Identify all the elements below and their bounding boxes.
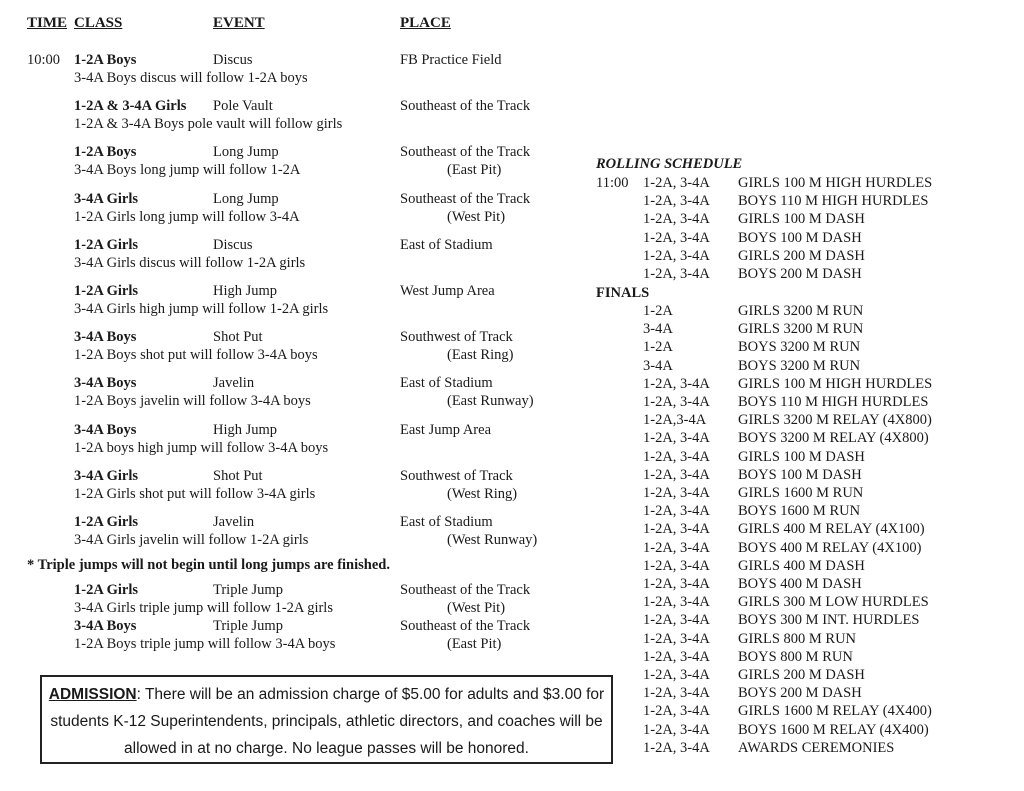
- schedule-event: GIRLS 100 M HIGH HURDLES: [738, 375, 933, 392]
- event-place: West Jump Area: [400, 283, 495, 299]
- schedule-class: 1-2A, 3-4A: [643, 485, 710, 501]
- event-class: 3-4A Boys: [74, 618, 137, 634]
- event-name: Pole Vault: [213, 98, 273, 115]
- event-place-detail: (East Pit): [447, 636, 502, 652]
- event-follow-note: 1-2A Girls long jump will follow 3-4A: [74, 208, 300, 225]
- event-follow-note: 1-2A & 3-4A Boys pole vault will follow girls: [74, 116, 343, 133]
- event-follow-note: 3-4A Boys discus will follow 1-2A boys: [74, 70, 308, 86]
- schedule-event: BOYS 100 M DASH: [738, 466, 862, 483]
- schedule-event: BOYS 400 M RELAY (4X100): [738, 539, 922, 556]
- event-class: 3-4A Girls: [74, 190, 139, 207]
- event-class: 1-2A Girls: [74, 514, 139, 530]
- event-place: East of Stadium: [400, 236, 493, 253]
- event-follow-note: 1-2A Boys javelin will follow 3-4A boys: [74, 393, 311, 410]
- schedule-event: GIRLS 100 M DASH: [738, 448, 865, 465]
- event-place: East of Stadium: [400, 514, 493, 530]
- schedule-class: 1-2A: [643, 303, 673, 319]
- event-place-detail: (West Pit): [447, 600, 506, 616]
- schedule-class: 1-2A, 3-4A: [643, 630, 710, 647]
- schedule-event: BOYS 1600 M RELAY (4X400): [738, 721, 929, 738]
- event-follow-note: 3-4A Girls high jump will follow 1-2A girls: [74, 301, 329, 317]
- event-class: 1-2A & 3-4A Girls: [74, 98, 187, 115]
- schedule-event: BOYS 110 M HIGH HURDLES: [738, 394, 929, 410]
- start-time: 10:00: [27, 52, 61, 68]
- event-follow-note: 3-4A Boys long jump will follow 1-2A: [74, 162, 301, 179]
- event-name: Javelin: [213, 375, 255, 392]
- schedule-event: BOYS 100 M DASH: [738, 229, 862, 246]
- event-name: Javelin: [213, 514, 255, 530]
- finals-title: FINALS: [596, 285, 650, 301]
- event-place-detail: (West Ring): [447, 485, 518, 502]
- schedule-class: 1-2A, 3-4A: [643, 648, 710, 665]
- event-class: 3-4A Boys: [74, 421, 137, 438]
- schedule-event: GIRLS 1600 M RUN: [738, 485, 864, 501]
- schedule-class: 1-2A, 3-4A: [643, 430, 710, 447]
- event-place: East Jump Area: [400, 421, 492, 438]
- schedule-class: 1-2A,3-4A: [643, 412, 707, 429]
- event-name: High Jump: [213, 283, 278, 299]
- schedule-class: 1-2A, 3-4A: [643, 557, 710, 574]
- event-place-detail: (West Pit): [447, 208, 506, 225]
- schedule-event: BOYS 3200 M RELAY (4X800): [738, 430, 929, 447]
- event-place: Southeast of the Track: [400, 582, 531, 598]
- schedule-class: 1-2A, 3-4A: [643, 193, 710, 210]
- schedule-class: 1-2A, 3-4A: [643, 375, 710, 392]
- schedule-class: 3-4A: [643, 321, 673, 338]
- schedule-class: 1-2A, 3-4A: [643, 594, 710, 611]
- event-name: Discus: [213, 236, 253, 253]
- admission-text: : There will be an admission charge of $5.00 for adults and $3.00 for students K-12 Superintendents, principals, athletic directors, and coaches will be allowed in at no charge. No league passes will be honored.: [50, 686, 605, 757]
- schedule-class: 1-2A: [643, 339, 673, 356]
- event-class: 1-2A Boys: [74, 144, 137, 161]
- header-place: PLACE: [400, 15, 451, 31]
- schedule-event: AWARDS CEREMONIES: [738, 739, 895, 756]
- schedule-event: BOYS 200 M DASH: [738, 266, 862, 282]
- schedule-class: 1-2A, 3-4A: [643, 266, 710, 282]
- event-place: FB Practice Field: [400, 52, 502, 68]
- event-follow-note: 1-2A Girls shot put will follow 3-4A girls: [74, 485, 316, 502]
- event-place: Southeast of the Track: [400, 144, 531, 161]
- event-follow-note: 1-2A Boys shot put will follow 3-4A boys: [74, 347, 318, 364]
- event-follow-note: 1-2A Boys triple jump will follow 3-4A boys: [74, 636, 336, 652]
- admission-label: ADMISSION: [48, 686, 137, 703]
- schedule-class: 1-2A, 3-4A: [643, 247, 710, 264]
- schedule-class: 1-2A, 3-4A: [643, 685, 710, 702]
- event-follow-note: 1-2A boys high jump will follow 3-4A boys: [74, 439, 329, 456]
- schedule-event: BOYS 400 M DASH: [738, 576, 862, 592]
- schedule-class: 1-2A, 3-4A: [643, 211, 710, 228]
- schedule-event: GIRLS 100 M DASH: [738, 211, 865, 228]
- event-name: Shot Put: [213, 329, 263, 346]
- event-place: East of Stadium: [400, 375, 493, 392]
- header-class: CLASS: [74, 15, 123, 31]
- schedule-class: 1-2A, 3-4A: [643, 448, 710, 465]
- schedule-event: GIRLS 800 M RUN: [738, 630, 857, 647]
- event-place-detail: (East Pit): [447, 162, 502, 179]
- schedule-class: 1-2A, 3-4A: [643, 229, 710, 246]
- event-place: Southwest of Track: [400, 329, 513, 346]
- schedule-class: 3-4A: [643, 357, 673, 374]
- schedule-class: 1-2A, 3-4A: [643, 503, 710, 520]
- schedule-event: GIRLS 200 M DASH: [738, 667, 865, 683]
- event-name: Discus: [213, 52, 253, 68]
- schedule-event: BOYS 200 M DASH: [738, 685, 862, 702]
- schedule-class: 1-2A, 3-4A: [643, 539, 710, 556]
- rolling-schedule-title: ROLLING SCHEDULE: [596, 156, 743, 172]
- event-place-detail: (East Ring): [447, 347, 514, 364]
- event-class: 3-4A Boys: [74, 329, 137, 346]
- schedule-event: GIRLS 400 M RELAY (4X100): [738, 521, 925, 538]
- event-class: 1-2A Girls: [74, 283, 139, 299]
- schedule-event: BOYS 300 M INT. HURDLES: [738, 612, 920, 629]
- event-place-detail: (East Runway): [447, 393, 534, 410]
- schedule-event: GIRLS 1600 M RELAY (4X400): [738, 703, 932, 720]
- schedule-class: 1-2A, 3-4A: [643, 612, 710, 629]
- event-name: Triple Jump: [213, 618, 283, 634]
- event-name: Long Jump: [213, 190, 279, 207]
- schedule-class: 1-2A, 3-4A: [643, 739, 710, 756]
- event-place: Southeast of the Track: [400, 190, 531, 207]
- event-name: Shot Put: [213, 467, 263, 484]
- schedule-class: 1-2A, 3-4A: [643, 667, 710, 683]
- schedule-event: GIRLS 3200 M RELAY (4X800): [738, 412, 932, 429]
- event-name: High Jump: [213, 421, 278, 438]
- header-time: TIME: [27, 15, 68, 31]
- schedule-event: GIRLS 300 M LOW HURDLES: [738, 594, 929, 611]
- event-place: Southeast of the Track: [400, 98, 531, 115]
- admission-box: [40, 675, 613, 764]
- schedule-event: BOYS 800 M RUN: [738, 648, 853, 665]
- schedule-event: GIRLS 400 M DASH: [738, 557, 865, 574]
- event-follow-note: 3-4A Girls triple jump will follow 1-2A girls: [74, 600, 333, 616]
- schedule-class: 1-2A, 3-4A: [643, 721, 710, 738]
- event-place: Southwest of Track: [400, 467, 513, 484]
- schedule-event: GIRLS 3200 M RUN: [738, 303, 864, 319]
- schedule-event: BOYS 1600 M RUN: [738, 503, 861, 520]
- rolling-time: 11:00: [596, 175, 629, 191]
- triple-jump-note: * Triple jumps will not begin until long jumps are finished.: [27, 557, 390, 573]
- schedule-class: 1-2A, 3-4A: [643, 521, 710, 538]
- event-name: Triple Jump: [213, 582, 283, 598]
- schedule-class: 1-2A, 3-4A: [643, 175, 710, 191]
- header-event: EVENT: [213, 15, 265, 31]
- schedule-event: GIRLS 100 M HIGH HURDLES: [738, 175, 933, 191]
- event-class: 1-2A Girls: [74, 236, 139, 253]
- schedule-event: GIRLS 3200 M RUN: [738, 321, 864, 338]
- schedule-event: BOYS 3200 M RUN: [738, 357, 861, 374]
- event-class: 1-2A Girls: [74, 582, 139, 598]
- event-place: Southeast of the Track: [400, 618, 531, 634]
- schedule-event: GIRLS 200 M DASH: [738, 247, 865, 264]
- schedule-class: 1-2A, 3-4A: [643, 466, 710, 483]
- schedule-class: 1-2A, 3-4A: [643, 703, 710, 720]
- schedule-class: 1-2A, 3-4A: [643, 576, 710, 592]
- event-name: Long Jump: [213, 144, 279, 161]
- schedule-event: BOYS 3200 M RUN: [738, 339, 861, 356]
- event-follow-note: 3-4A Girls discus will follow 1-2A girls: [74, 254, 306, 271]
- event-class: 3-4A Boys: [74, 375, 137, 392]
- event-class: 3-4A Girls: [74, 467, 139, 484]
- schedule-class: 1-2A, 3-4A: [643, 394, 710, 410]
- event-class: 1-2A Boys: [74, 52, 137, 68]
- event-place-detail: (West Runway): [447, 532, 538, 548]
- schedule-event: BOYS 110 M HIGH HURDLES: [738, 193, 929, 210]
- event-follow-note: 3-4A Girls javelin will follow 1-2A girls: [74, 532, 309, 548]
